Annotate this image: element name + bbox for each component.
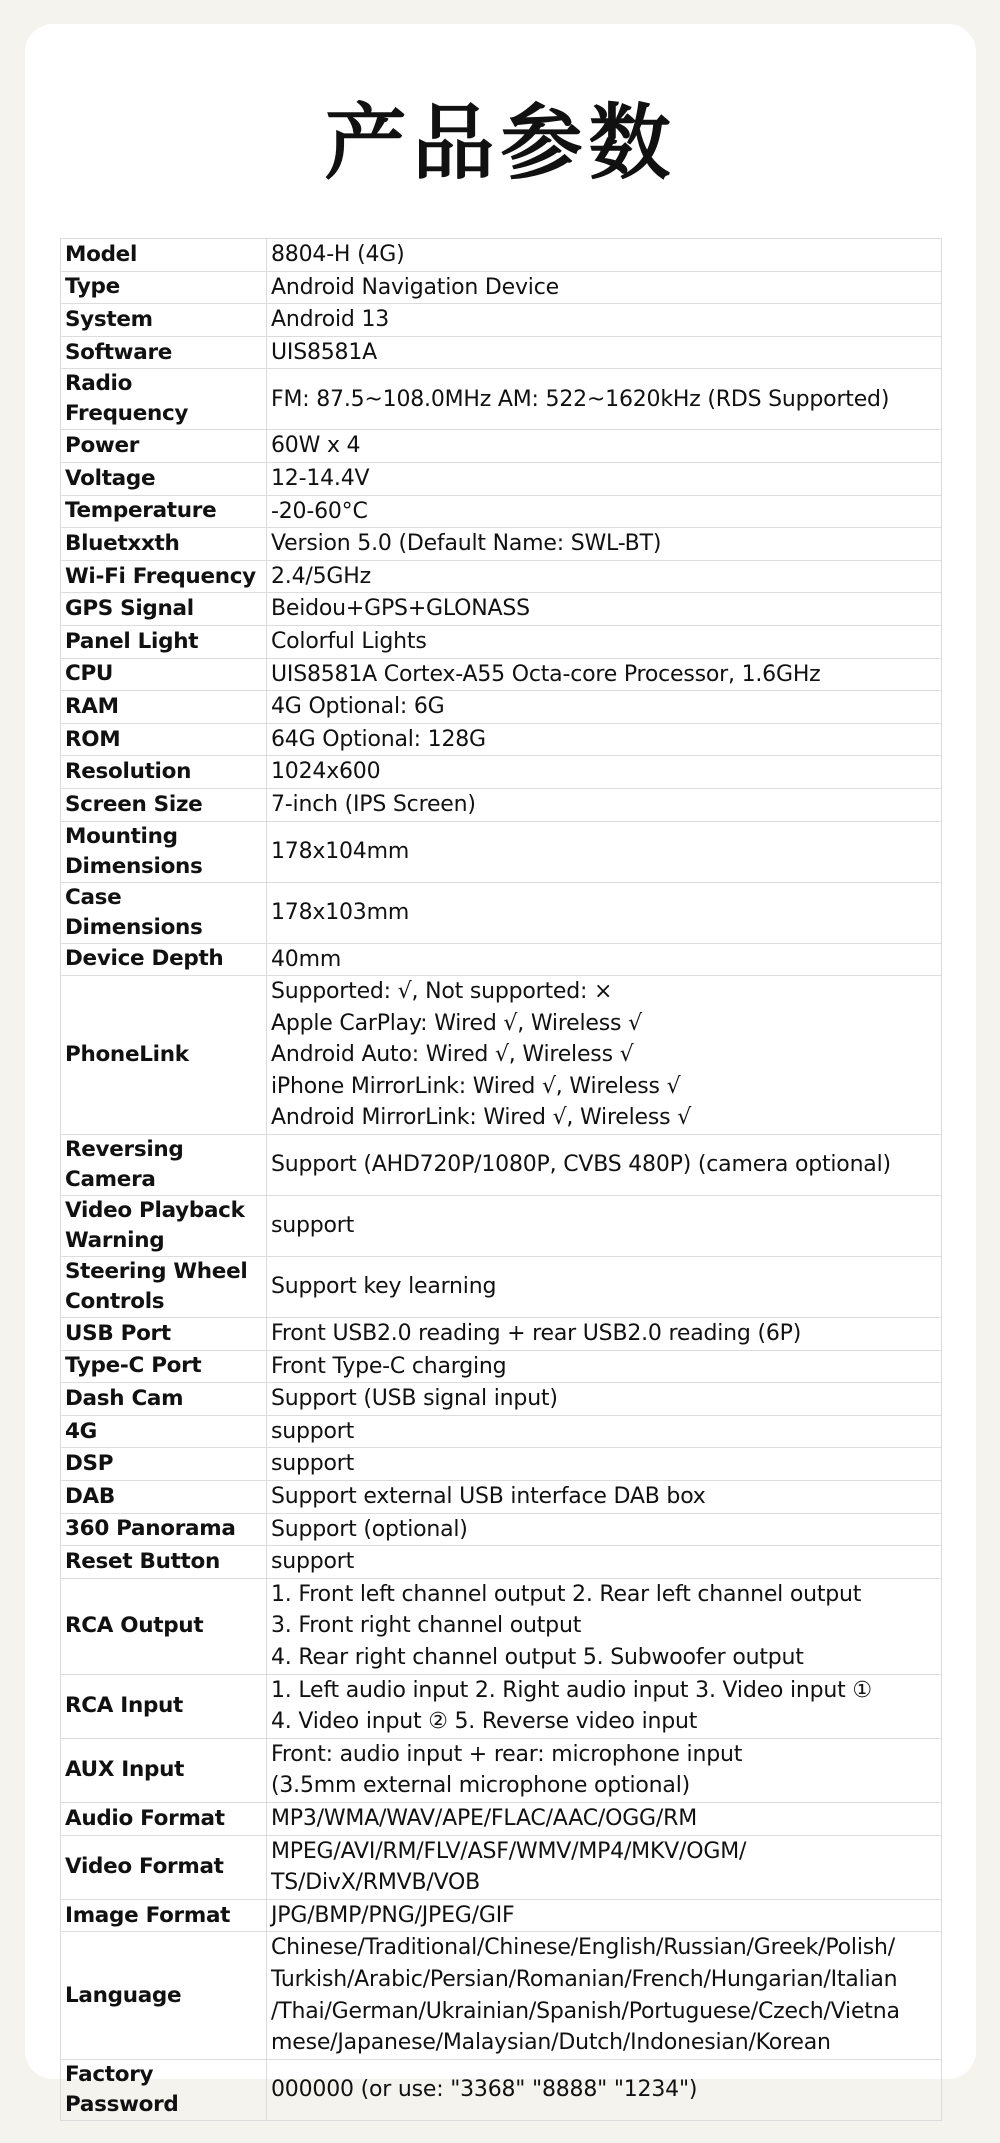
spec-value-line: mese/Japanese/Malaysian/Dutch/Indonesian/Korean (271, 2030, 831, 2056)
spec-label: Steering Wheel Controls (61, 1257, 267, 1318)
spec-value-line: (3.5mm external microphone optional) (271, 1773, 690, 1799)
spec-value-line: Support key learning (271, 1274, 497, 1300)
spec-row (61, 976, 942, 1135)
spec-row (61, 1318, 942, 1351)
spec-value-line: support (271, 1418, 355, 1444)
spec-row (61, 1546, 942, 1579)
spec-label: DAB (61, 1481, 267, 1514)
spec-value (267, 625, 942, 658)
spec-value-line: Chinese/Traditional/Chinese/English/Russian/Greek/Polish/ (271, 1935, 895, 1961)
spec-value-line: Supported: √, Not supported: × (271, 979, 613, 1005)
spec-card (25, 24, 976, 2117)
spec-value (267, 1481, 942, 1514)
spec-value-line: Front: audio input + rear: microphone input (271, 1741, 743, 1767)
spec-value (267, 1383, 942, 1416)
spec-value (267, 788, 942, 821)
spec-value-line: Android 13 (271, 307, 390, 333)
spec-row (61, 943, 942, 976)
spec-value-line: 1. Left audio input 2. Right audio input 3. Video input ① (271, 1677, 872, 1703)
spec-row (61, 1350, 942, 1383)
spec-value-line: Turkish/Arabic/Persian/Romanian/French/Hungarian/Italian (271, 1966, 898, 1992)
spec-label: RAM (61, 691, 267, 724)
spec-row (61, 462, 942, 495)
spec-value-line: support (271, 1213, 355, 1239)
spec-value-line: 40mm (271, 946, 342, 972)
spec-value (267, 1513, 942, 1546)
spec-row (61, 1674, 942, 1738)
spec-label: Panel Light (61, 625, 267, 658)
spec-row (61, 1415, 942, 1448)
spec-row (61, 430, 942, 463)
spec-value (267, 1932, 942, 2059)
spec-row (61, 1578, 942, 1674)
spec-value-line: 1. Front left channel output 2. Rear left channel output (271, 1581, 862, 1607)
spec-label: Reset Button (61, 1546, 267, 1579)
spec-row (61, 1932, 942, 2059)
spec-label: Power (61, 430, 267, 463)
spec-label: Language (61, 1932, 267, 2059)
spec-row (61, 1481, 942, 1514)
spec-value-line: MP3/WMA/WAV/APE/FLAC/AAC/OGG/RM (271, 1805, 697, 1831)
spec-row (61, 1835, 942, 1899)
spec-value-line: UIS8581A Cortex-A55 Octa-core Processor, 1.6GHz (271, 661, 821, 687)
spec-label: Mounting Dimensions (61, 821, 267, 882)
spec-value (267, 271, 942, 304)
spec-label: Wi-Fi Frequency (61, 560, 267, 593)
spec-value (267, 1738, 942, 1802)
spec-row (61, 495, 942, 528)
spec-label: 4G (61, 1415, 267, 1448)
spec-row (61, 625, 942, 658)
spec-row (61, 2059, 942, 2120)
spec-value (267, 1135, 942, 1196)
spec-label: Factory Password (61, 2059, 267, 2120)
spec-label: Resolution (61, 756, 267, 789)
spec-row (61, 658, 942, 691)
spec-row (61, 1257, 942, 1318)
page-title: 产品参数 (324, 96, 677, 191)
spec-value-line: Support (optional) (271, 1516, 468, 1542)
spec-value-line: Apple CarPlay: Wired √, Wireless √ (271, 1010, 642, 1036)
spec-value (267, 976, 942, 1135)
spec-value-line: 000000 (or use: "3368" "8888" "1234") (271, 2076, 698, 2102)
spec-value (267, 528, 942, 561)
spec-value (267, 821, 942, 882)
spec-row (61, 1738, 942, 1802)
spec-row (61, 1383, 942, 1416)
spec-label: Image Format (61, 1899, 267, 1932)
spec-value (267, 1802, 942, 1835)
spec-label: Video Playback Warning (61, 1196, 267, 1257)
spec-value-line: Android Auto: Wired √, Wireless √ (271, 1042, 634, 1068)
spec-value (267, 1415, 942, 1448)
spec-label: Type (61, 271, 267, 304)
spec-row (61, 788, 942, 821)
spec-label: RCA Output (61, 1578, 267, 1674)
spec-row (61, 882, 942, 943)
spec-row (61, 560, 942, 593)
spec-value (267, 658, 942, 691)
spec-label: GPS Signal (61, 593, 267, 626)
spec-value (267, 1899, 942, 1932)
spec-value (267, 462, 942, 495)
spec-value (267, 882, 942, 943)
spec-value-line: Support (AHD720P/1080P, CVBS 480P) (camera optional) (271, 1152, 891, 1178)
spec-value-line: FM: 87.5~108.0MHz AM: 522~1620kHz (RDS Supported) (271, 386, 890, 412)
spec-value-line: 3. Front right channel output (271, 1613, 582, 1639)
spec-value (267, 1448, 942, 1481)
spec-label: AUX Input (61, 1738, 267, 1802)
spec-value (267, 1578, 942, 1674)
spec-label: Audio Format (61, 1802, 267, 1835)
spec-value (267, 1318, 942, 1351)
spec-row (61, 1135, 942, 1196)
spec-value (267, 593, 942, 626)
spec-value (267, 369, 942, 430)
spec-value-line: iPhone MirrorLink: Wired √, Wireless √ (271, 1073, 681, 1099)
spec-value-line: JPG/BMP/PNG/JPEG/GIF (271, 1902, 515, 1928)
spec-value-line: /Thai/German/Ukrainian/Spanish/Portuguese/Czech/Vietna (271, 1998, 900, 2024)
spec-value (267, 2059, 942, 2120)
spec-value (267, 691, 942, 724)
spec-label: Model (61, 239, 267, 272)
spec-label: Device Depth (61, 943, 267, 976)
spec-value-line: 2.4/5GHz (271, 563, 371, 589)
spec-value-line: MPEG/AVI/RM/FLV/ASF/WMV/MP4/MKV/OGM/ (271, 1838, 747, 1864)
spec-row (61, 271, 942, 304)
spec-row (61, 369, 942, 430)
spec-value-line: 7-inch (IPS Screen) (271, 791, 476, 817)
spec-value-line: 4G Optional: 6G (271, 694, 445, 720)
spec-value-line: Android Navigation Device (271, 274, 559, 300)
spec-label: Temperature (61, 495, 267, 528)
spec-value (267, 1546, 942, 1579)
spec-label: RCA Input (61, 1674, 267, 1738)
spec-row (61, 593, 942, 626)
spec-label: Reversing Camera (61, 1135, 267, 1196)
spec-row (61, 528, 942, 561)
spec-row (61, 1448, 942, 1481)
spec-value-line: 60W x 4 (271, 433, 361, 459)
spec-row (61, 1513, 942, 1546)
spec-row (61, 756, 942, 789)
spec-label: DSP (61, 1448, 267, 1481)
spec-label: Bluetxxth (61, 528, 267, 561)
spec-row (61, 691, 942, 724)
spec-row (61, 1899, 942, 1932)
spec-value-line: 8804-H (4G) (271, 242, 405, 267)
spec-value-line: 1024x600 (271, 759, 381, 785)
spec-value-line: 4. Video input ② 5. Reverse video input (271, 1709, 698, 1735)
spec-value-line: Front USB2.0 reading + rear USB2.0 reading (6P) (271, 1321, 802, 1347)
spec-value-line: 64G Optional: 128G (271, 726, 486, 752)
spec-value (267, 336, 942, 369)
spec-label: Dash Cam (61, 1383, 267, 1416)
spec-row (61, 821, 942, 882)
spec-label: Video Format (61, 1835, 267, 1899)
spec-row (61, 336, 942, 369)
spec-label: Voltage (61, 462, 267, 495)
spec-value-line: 4. Rear right channel output 5. Subwoofer output (271, 1645, 804, 1670)
spec-label: Software (61, 336, 267, 369)
spec-label: ROM (61, 723, 267, 756)
spec-value-line: 12-14.4V (271, 465, 370, 491)
spec-value-line: 178x103mm (271, 899, 410, 925)
spec-value-line: Colorful Lights (271, 628, 427, 654)
spec-value (267, 239, 942, 272)
spec-row (61, 1196, 942, 1257)
spec-row (61, 723, 942, 756)
spec-label: Radio Frequency (61, 369, 267, 430)
spec-value (267, 943, 942, 976)
spec-table (60, 238, 942, 2121)
spec-value-line: TS/DivX/RMVB/VOB (271, 1870, 481, 1896)
spec-label: Type-C Port (61, 1350, 267, 1383)
spec-value (267, 756, 942, 789)
spec-value-line: Version 5.0 (Default Name: SWL-BT) (271, 531, 662, 557)
spec-label: CPU (61, 658, 267, 691)
spec-value-line: UIS8581A (271, 339, 377, 365)
spec-value (267, 1257, 942, 1318)
spec-value (267, 1835, 942, 1899)
spec-value-line: 178x104mm (271, 838, 410, 864)
spec-row (61, 304, 942, 337)
spec-value-line: Android MirrorLink: Wired √, Wireless √ (271, 1105, 692, 1131)
spec-value-line: Support external USB interface DAB box (271, 1484, 706, 1510)
spec-value (267, 495, 942, 528)
spec-value (267, 304, 942, 337)
spec-value-line: support (271, 1451, 355, 1477)
spec-value (267, 560, 942, 593)
spec-value-line: Beidou+GPS+GLONASS (271, 596, 530, 622)
spec-label: 360 Panorama (61, 1513, 267, 1546)
spec-value (267, 430, 942, 463)
spec-value (267, 1196, 942, 1257)
spec-value (267, 1350, 942, 1383)
spec-label: Case Dimensions (61, 882, 267, 943)
spec-value-line: Front Type-C charging (271, 1353, 507, 1379)
spec-label: System (61, 304, 267, 337)
spec-value-line: Support (USB signal input) (271, 1386, 558, 1412)
spec-value-line: -20-60°C (271, 498, 368, 524)
spec-value-line: support (271, 1549, 355, 1575)
spec-row (61, 239, 942, 272)
spec-value (267, 723, 942, 756)
spec-value (267, 1674, 942, 1738)
spec-label: Screen Size (61, 788, 267, 821)
spec-label: USB Port (61, 1318, 267, 1351)
spec-label: PhoneLink (61, 976, 267, 1135)
spec-row (61, 1802, 942, 1835)
